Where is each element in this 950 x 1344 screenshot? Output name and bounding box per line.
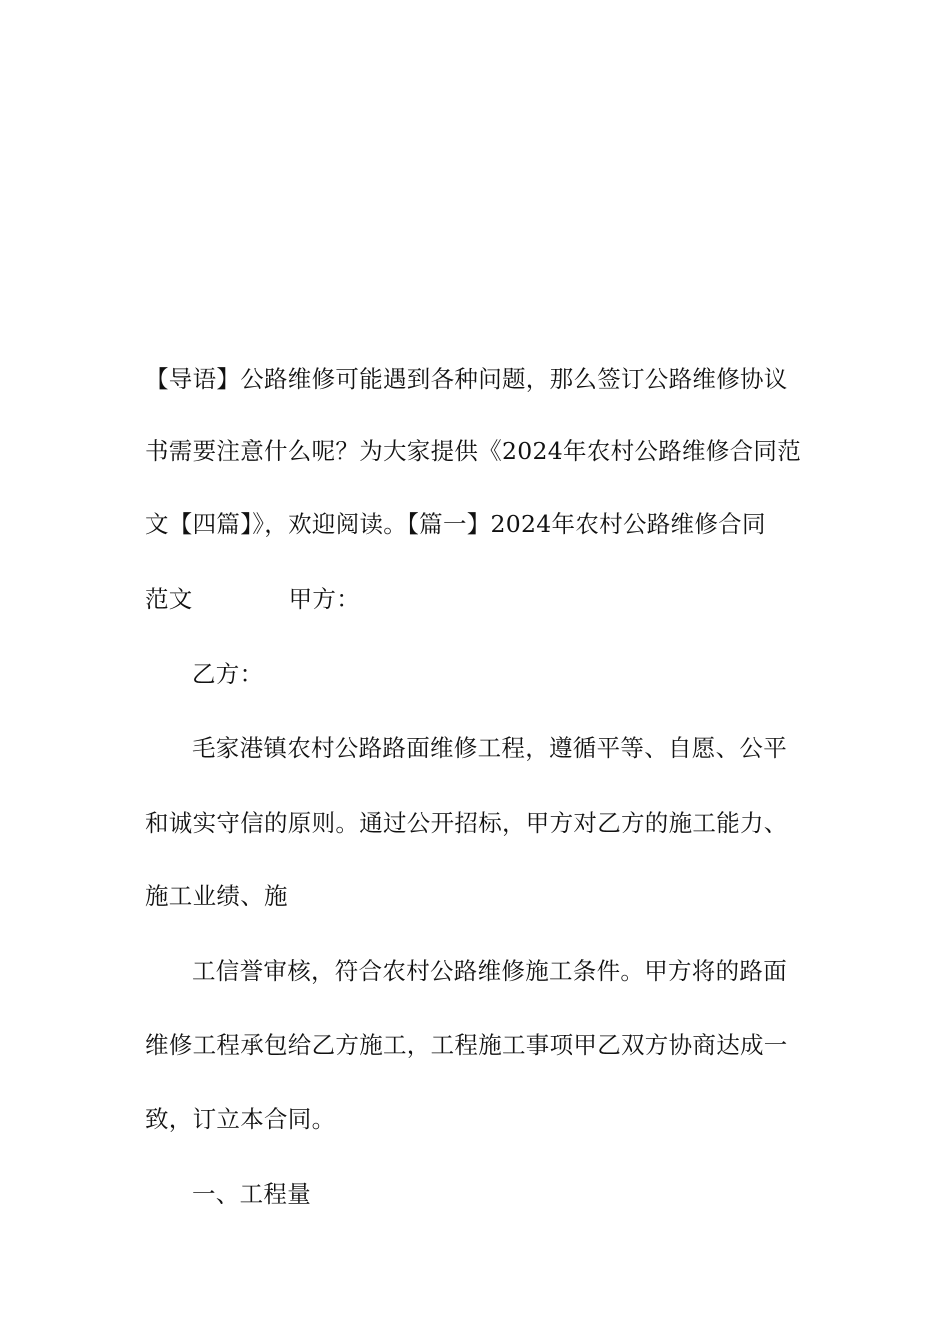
section-heading-quantity: 一、工程量 (192, 1180, 311, 1208)
party-b-label: 乙方： (192, 660, 264, 688)
intro-line-4 (145, 584, 360, 614)
paragraph-1-line-1: 毛家港镇农村公路路面维修工程，遵循平等、自愿、公平 (192, 734, 787, 762)
intro-line-1: 【导语】公路维修可能遇到各种问题，那么签订公路维修协议 (145, 365, 788, 393)
intro-line-3: 文【四篇】》，欢迎阅读。【篇一】2024年农村公路维修合同 (145, 510, 766, 538)
party-a-label: 甲方： (288, 585, 361, 613)
intro-line-2: 书需要注意什么呢？为大家提供《2024年农村公路维修合同范 (145, 437, 802, 465)
paragraph-1-line-3: 施工业绩、施 (145, 882, 288, 910)
paragraph-2-line-2: 维修工程承包给乙方施工，工程施工事项甲乙双方协商达成一 (145, 1031, 788, 1059)
paragraph-2-line-1: 工信誉审核，符合农村公路维修施工条件。甲方将的路面 (192, 957, 787, 985)
paragraph-2-line-3: 致，订立本合同。 (145, 1105, 336, 1133)
paragraph-1-line-2: 和诚实守信的原则。通过公开招标，甲方对乙方的施工能力、 (145, 809, 788, 837)
fan-wen-text: 范文 (145, 585, 193, 613)
